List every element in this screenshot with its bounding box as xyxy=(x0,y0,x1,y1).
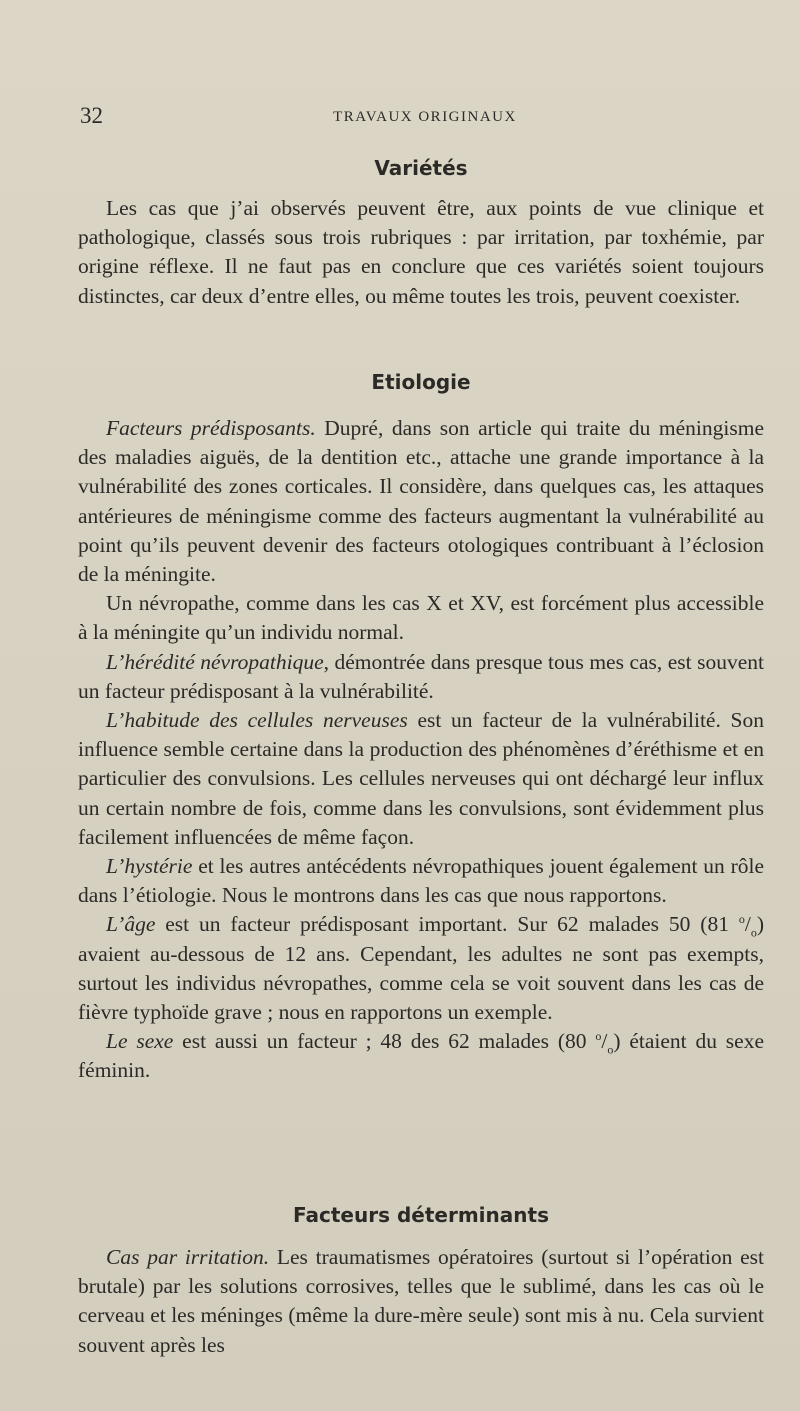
paragraph-text: est aussi un facteur ; 48 des 62 malades (80 xyxy=(173,1029,596,1054)
paragraph-text: est un facteur prédisposant important. Sur 62 malades 50 (81 xyxy=(155,912,739,937)
italic-lead: L’hystérie xyxy=(106,854,193,879)
italic-lead: L’âge xyxy=(106,912,156,937)
paragraph xyxy=(78,414,764,589)
italic-lead: Cas par irritation. xyxy=(106,1245,270,1269)
paragraph xyxy=(78,852,764,910)
italic-lead: Facteurs prédisposants. xyxy=(106,416,316,440)
paragraph xyxy=(78,1027,764,1085)
percent-sub: o xyxy=(750,925,757,940)
section-heading-determinants: Facteurs déterminants xyxy=(293,1203,549,1227)
percent-sup: o xyxy=(738,912,745,927)
paragraph-text: ) étaient du sexe féminin. xyxy=(78,1029,764,1083)
paragraph xyxy=(78,706,764,852)
paragraph xyxy=(78,910,764,1027)
section-body-varietes xyxy=(78,194,764,311)
section-body-etiologie xyxy=(78,414,764,1086)
paragraph xyxy=(78,648,764,706)
section-heading-etiologie: Etiologie xyxy=(371,370,471,394)
italic-lead: L’hérédité névropathique xyxy=(106,649,324,674)
page-header xyxy=(80,103,760,133)
page-number: 32 xyxy=(80,103,103,128)
paragraph-text: est un facteur de la vulnérabilité. Son influence semble certaine dans la production des phénomènes d’éréthisme et en particulier des convulsions. Les cellules nerveuses qui ont déchargé leur influx un certain nombre de fois, comme dans les convulsions, sont évidemment plus facilement influencées de même façon. xyxy=(78,708,765,849)
paragraph-text: et les autres antécédents névropathiques jouent également un rôle dans l’étiologie. Nous le montrons dans les cas que nous rapportons. xyxy=(78,854,764,908)
paragraph-text: ) avaient au-dessous de 12 ans. Cependant, les adultes ne sont pas exempts, surtout les individus névropathes, comme cela se voit souvent dans les cas de fièvre typhoïde grave ; nous en rapportons un exemple. xyxy=(78,912,764,1025)
percent-sup: o xyxy=(595,1029,602,1044)
running-head: TRAVAUX ORIGINAUX xyxy=(333,109,517,125)
percent-slash: / xyxy=(744,912,751,937)
percent-sub: o xyxy=(607,1042,614,1057)
paragraph xyxy=(78,1243,764,1360)
paragraph: Un névropathe, comme dans les cas X et XV, est forcément plus accessible à la méningite qu’un individu normal. xyxy=(78,591,764,645)
paragraph-text: Dupré, dans son article qui traite du méningisme des maladies aiguës, de la dentition etc., attache une grande importance à la vulnérabilité des zones corticales. Il considère, dans quelques cas, les attaques antérieures de méningisme comme des facteurs augmentant la vulnérabilité au point qu’ils peuvent devenir des facteurs otologiques contribuant à l’éclosion de la méningite. xyxy=(78,416,764,587)
percent-slash: / xyxy=(601,1029,608,1054)
section-heading-varietes: Variétés xyxy=(374,156,468,180)
italic-lead: L’habitude des cellules nerveuses xyxy=(106,708,408,733)
paragraph-text: Les traumatismes opératoires (surtout si l’opération est brutale) par les solutions corrosives, telles que le sublimé, dans les cas où le cerveau et les méninges (même la dure-mère seule) sont mis à nu. Cela survient souvent après les xyxy=(78,1245,765,1357)
paragraph-text: , démontrée dans presque tous mes cas, est souvent un facteur prédisposant à la vulnérabilité. xyxy=(78,649,765,703)
italic-lead: Le sexe xyxy=(106,1029,174,1054)
section-body-determinants xyxy=(78,1243,764,1360)
paragraph: Les cas que j’ai observés peuvent être, aux points de vue clinique et pathologique, classés sous trois rubriques : par irritation, par toxhémie, par origine réflexe. Il ne faut pas en conclure que ces variétés soient toujours distinctes, car deux d’entre elles, ou même toutes les trois, peuvent coexister. xyxy=(78,196,764,308)
